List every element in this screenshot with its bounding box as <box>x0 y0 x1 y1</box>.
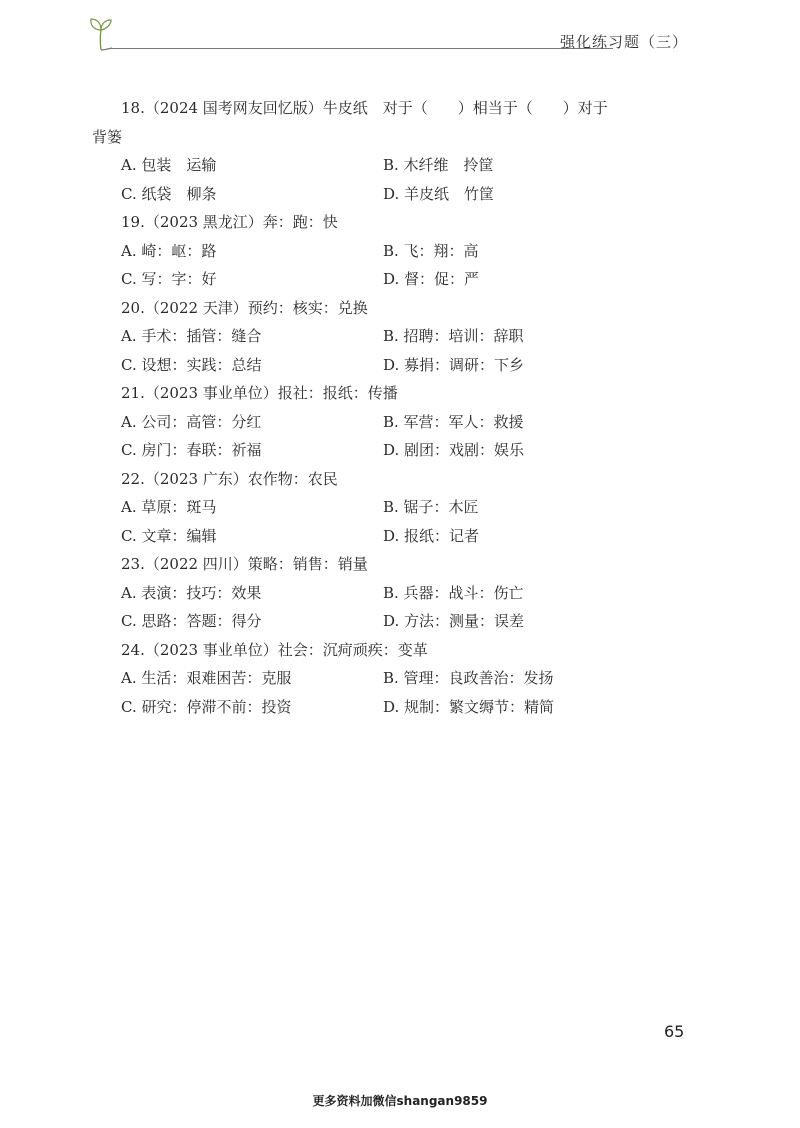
option-c: C. 房门：春联：祈福 <box>121 441 262 459</box>
option-b: B. 管理：良政善治：发扬 <box>383 669 554 687</box>
option-row <box>92 522 692 551</box>
question-stem: 21.（2023 事业单位）报社：报纸：传播 <box>121 384 398 402</box>
option-a: A. 草原：斑马 <box>121 498 217 516</box>
option-b: B. 锯子：木匠 <box>383 498 479 516</box>
section-title: 强化练习题（三） <box>559 33 688 51</box>
option-a: A. 公司：高管：分红 <box>121 412 262 431</box>
page-number: 65 <box>664 1022 685 1041</box>
option-row <box>92 237 692 266</box>
option-d: D. 剧团：戏剧：娱乐 <box>383 441 525 459</box>
option-a: A. 表演：技巧：效果 <box>121 583 262 602</box>
option-b: B. 军营：军人：救援 <box>383 412 524 431</box>
option-d: D. 规制：繁文缛节：精简 <box>383 697 555 716</box>
option-row <box>92 151 692 180</box>
option-c: C. 写：字：好 <box>121 270 217 288</box>
option-b: B. 飞：翔：高 <box>383 241 479 260</box>
option-row <box>92 265 692 294</box>
option-row <box>92 693 692 722</box>
question-stem: 22.（2023 广东）农作物：农民 <box>121 469 338 488</box>
option-c: C. 纸袋 柳条 <box>121 184 217 203</box>
option-b: B. 木纤维 拎筐 <box>383 156 494 174</box>
page-header <box>88 14 700 54</box>
question-stem: 19.（2023 黑龙江）奔：跑：快 <box>121 213 338 231</box>
option-row <box>92 436 692 465</box>
option-row <box>92 351 692 380</box>
option-a: A. 手术：插管：缝合 <box>121 327 262 345</box>
option-row <box>92 180 692 209</box>
sprout-icon <box>88 14 116 56</box>
option-row <box>92 579 692 608</box>
option-d: D. 报纸：记者 <box>383 526 480 545</box>
option-b: B. 兵器：战斗：伤亡 <box>383 583 524 602</box>
option-row <box>92 607 692 636</box>
header-rule <box>108 48 613 49</box>
option-c: C. 研究：停滞不前：投资 <box>121 697 292 716</box>
option-a: A. 包装 运输 <box>121 156 217 174</box>
option-row <box>92 322 692 351</box>
question-stem: 24.（2023 事业单位）社会：沉疴顽疾：变革 <box>121 640 428 659</box>
option-c: C. 思路：答题：得分 <box>121 612 262 630</box>
option-row <box>92 664 692 693</box>
option-row <box>92 408 692 437</box>
question-stem: 23.（2022 四川）策略：销售：销量 <box>121 555 368 573</box>
option-d: D. 方法：测量：误差 <box>383 612 525 630</box>
option-d: D. 羊皮纸 竹筐 <box>383 184 495 203</box>
option-d: D. 督：促：严 <box>383 270 480 288</box>
option-a: A. 生活：艰难困苦：克服 <box>121 669 292 687</box>
option-c: C. 设想：实践：总结 <box>121 355 262 374</box>
question-list <box>92 94 692 721</box>
option-b: B. 招聘：培训：辞职 <box>383 327 524 345</box>
question-stem: 20.（2022 天津）预约：核实：兑换 <box>121 298 368 317</box>
question-stem-continuation: 背篓 <box>92 127 123 146</box>
option-d: D. 募捐：调研：下乡 <box>383 355 525 374</box>
footer-note: 更多资料加微信shangan9859 <box>312 1094 488 1108</box>
question-stem: 18.（2024 国考网友回忆版）牛皮纸 对于（ ）相当于（ ）对于 <box>121 99 608 117</box>
option-c: C. 文章：编辑 <box>121 526 217 545</box>
option-a: A. 崎：岖：路 <box>121 241 217 260</box>
option-row <box>92 493 692 522</box>
